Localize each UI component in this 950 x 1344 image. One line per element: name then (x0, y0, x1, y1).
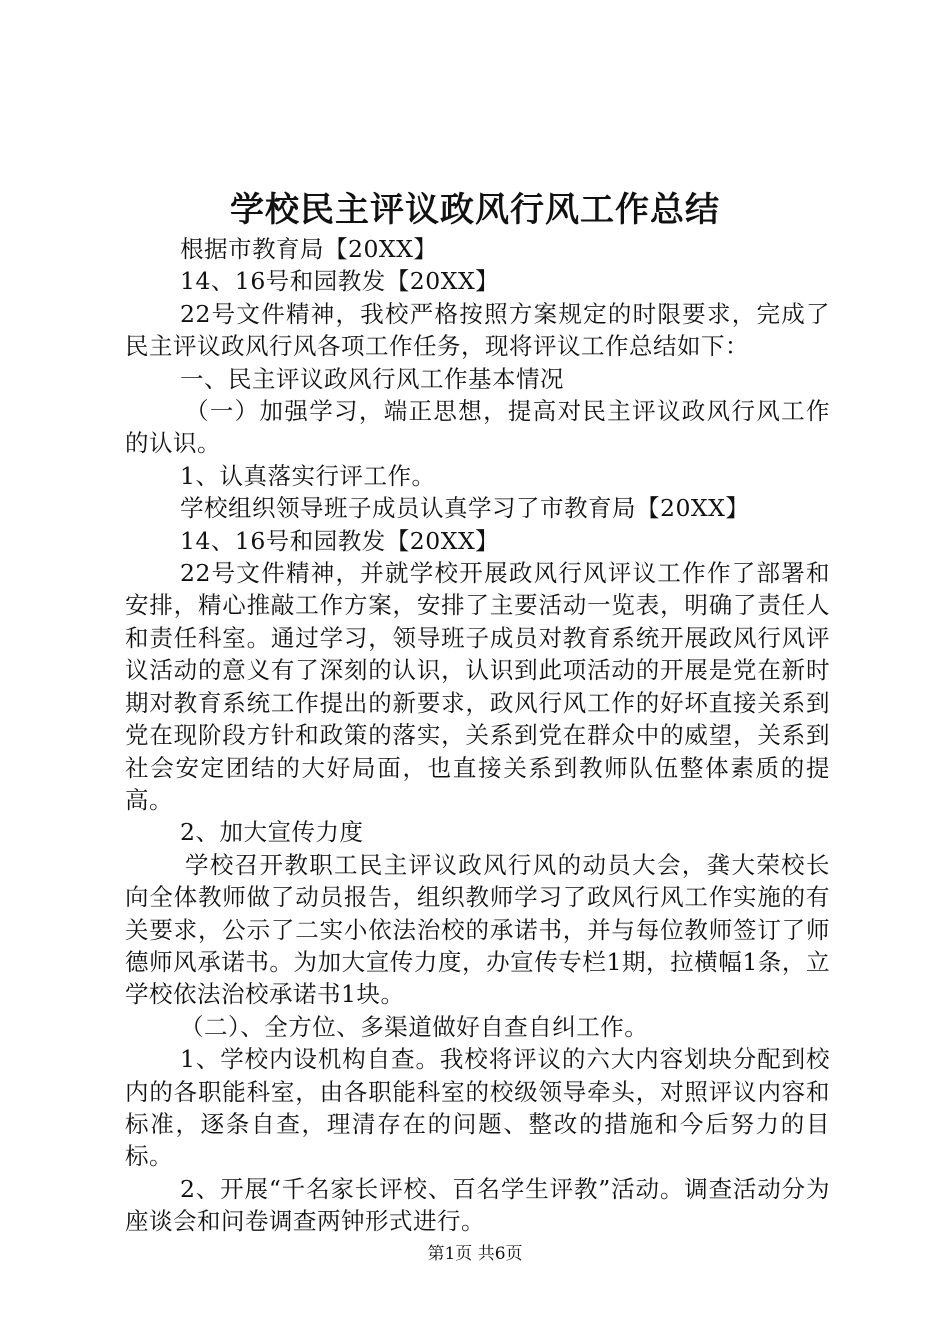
body-paragraph: （一）加强学习，端正思想，提高对民主评议政风行风工作的认识。 (125, 397, 830, 458)
body-paragraph: 一、民主评议政风行风工作基本情况 (180, 364, 564, 393)
body-paragraph: 1、认真落实行评工作。 (180, 461, 436, 490)
document-body (125, 233, 830, 1238)
body-paragraph: 22号文件精神，我校严格按照方案规定的时限要求，完成了民主评议政风行风各项工作任务，现将评议工作总结如下： (125, 299, 830, 361)
body-paragraph: 14、16号和园教发【20XX】 (180, 267, 500, 296)
body-paragraph: 22号文件精神，并就学校开展政风行风评议工作作了部署和安排，精心推敲工作方案，安排了主要活动一览表，明确了责任人和责任科室。通过学习，领导班子成员对教育系统开展政风行风评议活动的意义有了深刻的认识，认识到此项活动的开展是党在新时期对教育系统工作提出的新要求，政风行风工作的好坏直接关系到党在现阶段方针和政策的落实，关系到党在群众中的威望，关系到社会安定团结的大好局面，也直接关系到教师队伍整体素质的提高。 (125, 559, 830, 814)
body-paragraph: 学校组织领导班子成员认真学习了市教育局【20XX】 (180, 494, 750, 523)
body-paragraph: 1、学校内设机构自查。我校将评议的六大内容划块分配到校内的各职能科室，由各职能科室的校级领导牵头，对照评议内容和标准，逐条自查，理清存在的问题、整改的措施和今后努力的目标。 (125, 1045, 830, 1171)
body-paragraph: （二）、全方位、多渠道做好自查自纠工作。 (180, 1012, 649, 1041)
page-number: 第1页 共6页 (427, 1244, 523, 1264)
body-paragraph: 14、16号和园教发【20XX】 (180, 526, 500, 555)
document-title: 学校民主评议政风行风工作总结 (230, 190, 720, 230)
body-paragraph: 根据市教育局【20XX】 (180, 235, 438, 263)
body-paragraph: 2、加大宣传力度 (180, 818, 364, 847)
body-paragraph: 学校召开教职工民主评议政风行风的动员大会，龚大荣校长向全体教师做了动员报告，组织教师学习了政风行风工作实施的有关要求，公示了二实小依法治校的承诺书，并与每位教师签订了师德师风承诺书。为加大宣传力度，办宣传专栏1期，拉横幅1条，立学校依法治校承诺书1块。 (125, 850, 830, 1009)
body-paragraph: 2、开展“千名家长评校、百名学生评教”活动。调查活动分为座谈会和问卷调查两钟形式进行。 (125, 1174, 830, 1236)
